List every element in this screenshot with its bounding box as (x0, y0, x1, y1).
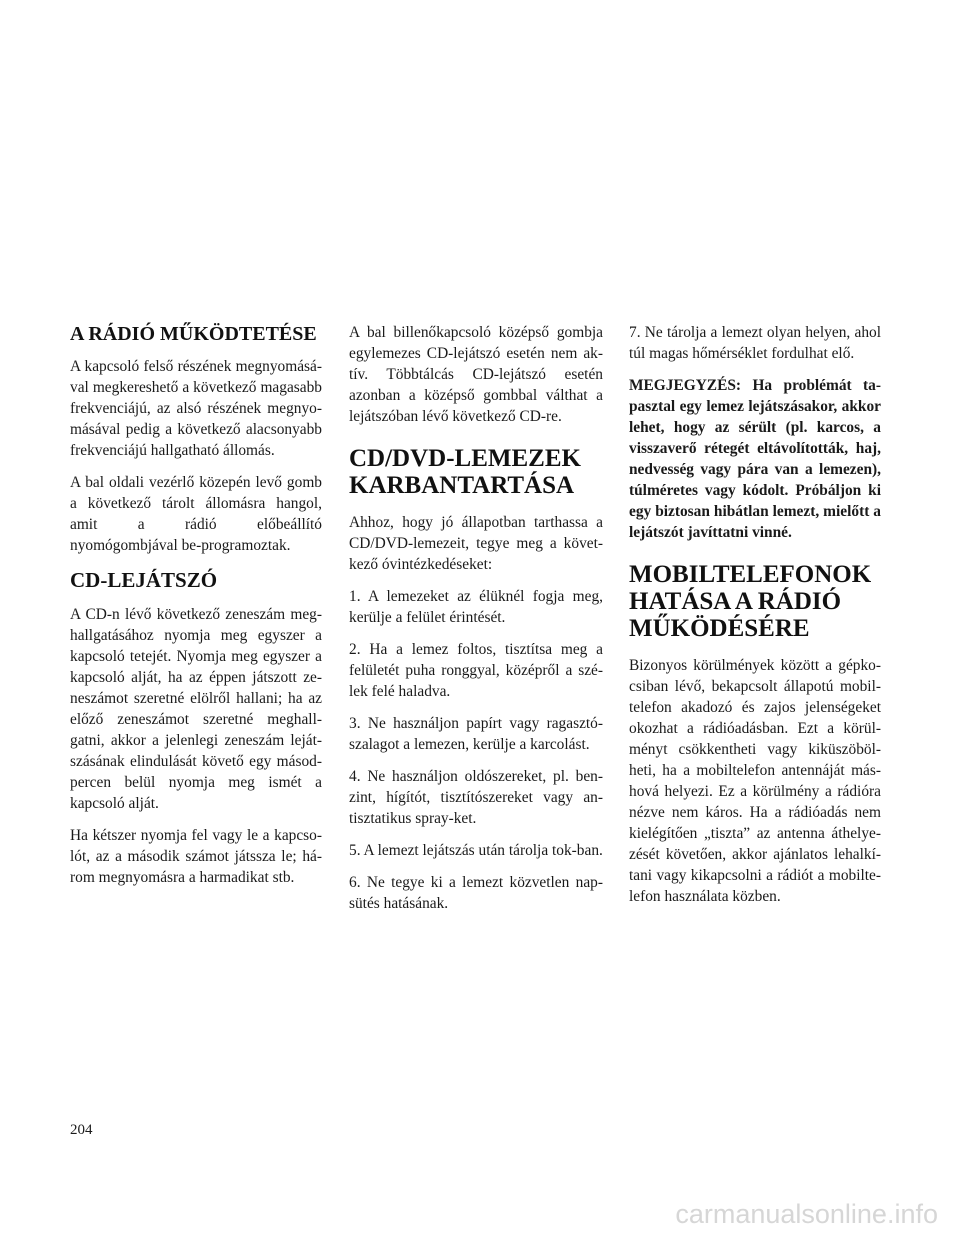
section-heading-cd-player: CD-LEJÁTSZÓ (70, 568, 218, 592)
list-item: 3. Ne használjon papírt vagy ragasztó-szalagot a lemezen, kerülje a karcolást. (349, 715, 603, 753)
paragraph: Ha kétszer nyomja fel vagy le a kapcso-lót, az a második számot játssza le; há-rom megnyomásra a harmadikat stb. (70, 827, 322, 886)
list-item: 4. Ne használjon oldószereket, pl. ben-zint, hígítót, tisztítószereket vagy an-tisztatikus spray-ket. (349, 768, 603, 827)
column-right (629, 322, 881, 918)
paragraph: A kapcsoló felső részének megnyomásá-val megkereshető a következő magasabb frekvenciájú, az alsó részének megnyo-másával pedig a következő alacsonyabb frekvenciájú hallgatható állomás. (70, 358, 322, 459)
section-heading-mobile-phones: MOBILTELEFONOK HATÁSA A RÁDIÓ MŰKÖDÉSÉRE (629, 561, 872, 642)
column-middle (349, 322, 603, 925)
list-item: 2. Ha a lemez foltos, tisztítsa meg a felületét puha ronggyal, középről a szé-lek felé haladva. (349, 641, 603, 700)
paragraph: Ahhoz, hogy jó állapotban tarthassa a CD/DVD-lemezeit, tegye meg a követ-kező óvintézkedéseket: (349, 514, 603, 573)
section-heading-radio-operation: A RÁDIÓ MŰKÖDTETÉSE (70, 323, 317, 345)
list-item: 7. Ne tárolja a lemezt olyan helyen, ahol túl magas hőmérséklet fordulhat elő. (629, 324, 881, 362)
list-item: 6. Ne tegye ki a lemezt közvetlen nap-sütés hatásának. (349, 874, 603, 912)
note-paragraph: MEGJEGYZÉS: Ha problémát ta-pasztal egy lemez lejátszásakor, akkor lehet, hogy az sérült (pl. karcos, a visszaverő rétegét eltávolították, haj, nedvesség vagy pára van a lemezen), túlméretes vagy kódolt. Próbáljon ki egy biztosan hibátlan lemezt, mielőtt a lejátszót javíttatni vinné. (629, 377, 881, 541)
list-item: 1. A lemezeket az élüknél fogja meg, kerülje a felület érintését. (349, 588, 603, 626)
column-left (70, 322, 322, 899)
paragraph: A CD-n lévő következő zeneszám meg-hallgatásához nyomja meg egyszer a kapcsoló tetejét. Nyomja meg egyszer a kapcsoló alját, ha az éppen játszott ze-neszámot szeretné elölről hallani; ha az előző zeneszámot szeretné meghall-gatni, akkor a jelenlegi zeneszám leját-szásának elindulását követő egy másod-percen belül nyomja meg ismét a kapcsoló alját. (70, 606, 322, 812)
watermark: carmanualsonline.info (675, 1199, 938, 1229)
paragraph: Bizonyos körülmények között a gépko-csiban lévő, bekapcsolt állapotú mobil-telefon akadozó és zajos jelenségeket okozhat a rádióadásban. Ezt a körül-ményt csökkentheti vagy kiküszöböl-heti, ha a mobiltelefon antennáját más-hová helyezi. Ez a körülmény a rádióra nézve nem káros. Ha a rádióadás nem kielégítően „tiszta” az antenna áthelye-zését követően, akkor ajánlatos lehalkí-tani vagy kikapcsolni a rádiót a mobilte-lefon használata közben. (629, 657, 881, 905)
section-heading-disc-care: CD/DVD-LEMEZEK KARBANTARTÁSA (349, 445, 581, 499)
list-item: 5. A lemezt lejátszás után tárolja tok-ban. (349, 842, 603, 859)
paragraph: A bal billenőkapcsoló középső gombja egylemezes CD-lejátszó esetén nem ak-tív. Többtálcás CD-lejátszó esetén azonban a középső gombbal válthat a lejátszóban lévő következő CD-re. (349, 324, 603, 425)
page-number: 204 (70, 1122, 93, 1138)
paragraph: A bal oldali vezérlő közepén levő gomb a következő tárolt állomásra hangol, amit a rádió előbeállító nyomógombjával be-programoztak. (70, 474, 322, 554)
